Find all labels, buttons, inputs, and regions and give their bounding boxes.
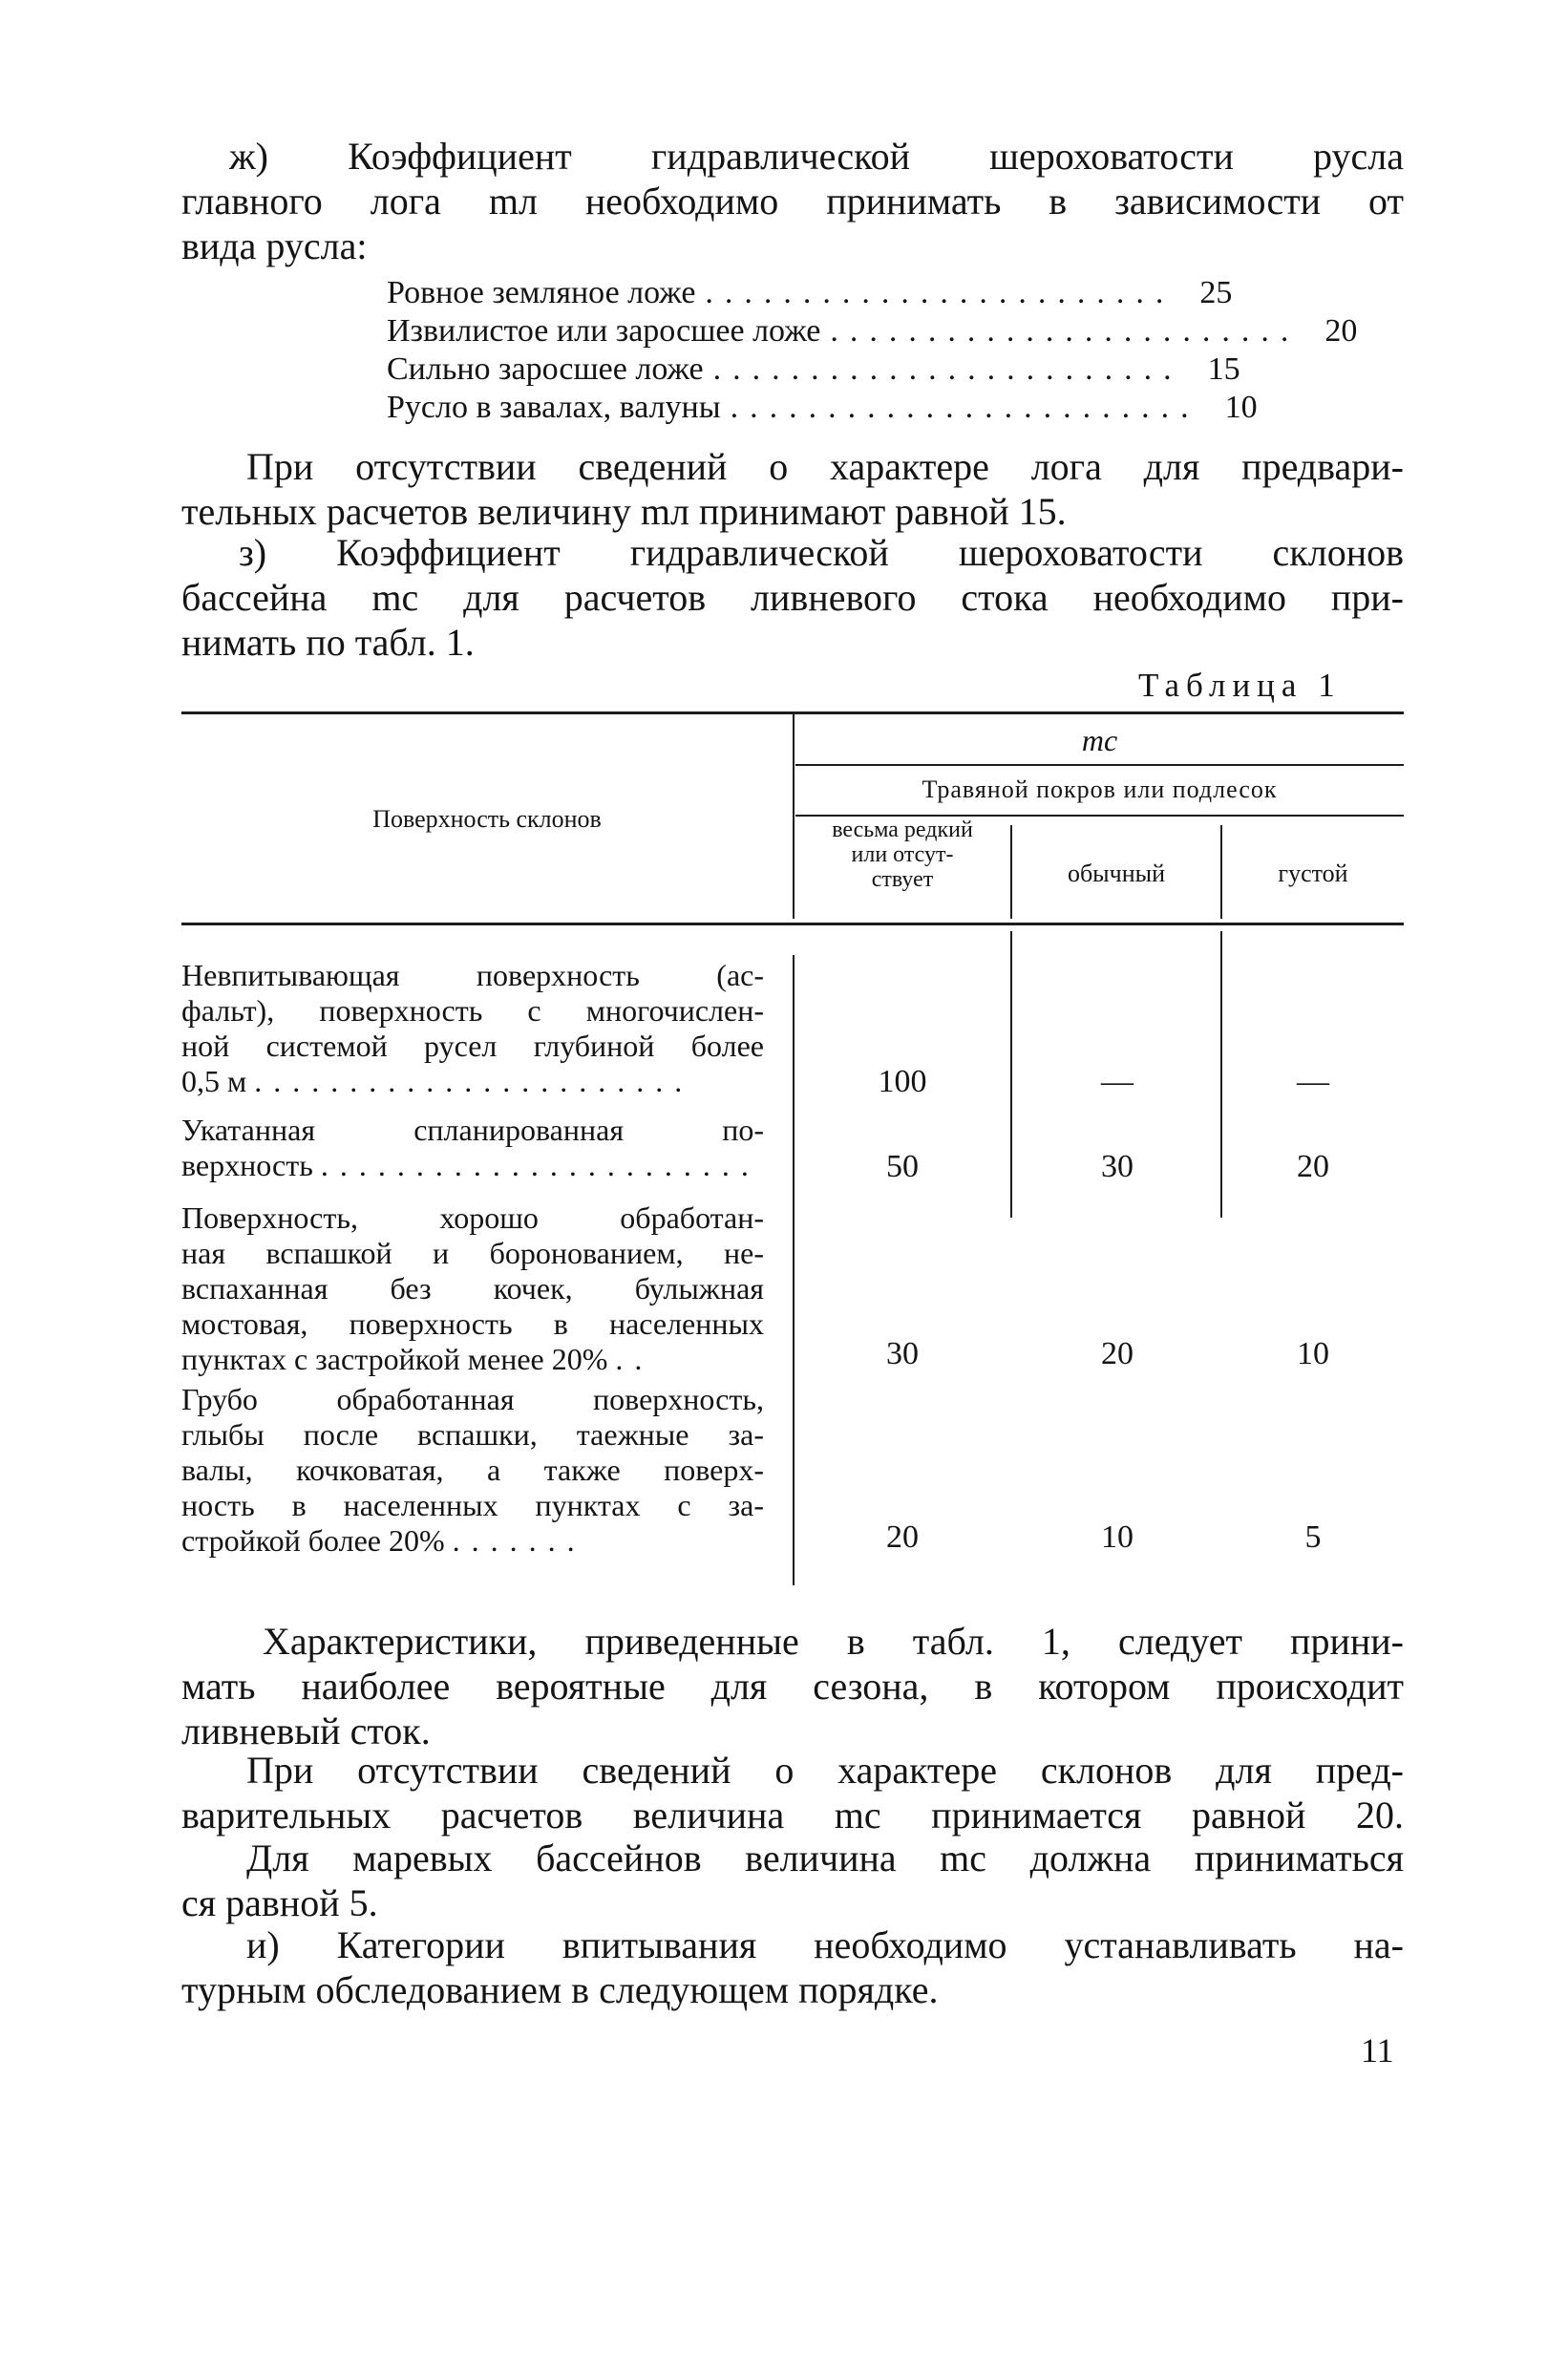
table-row-description: [181, 1382, 764, 1559]
leader-dots: .......................: [320, 1148, 760, 1182]
table-vertical-divider: [1010, 1154, 1012, 1201]
list-item-value: 10: [1224, 390, 1258, 425]
table-row-description: [181, 958, 764, 1099]
header-mc: mс: [1081, 723, 1118, 757]
text-line: варительных расчетов величина mс принимается равной 20.: [181, 1794, 1404, 1837]
leader-dots: ........................: [830, 313, 1301, 349]
text-line: валы, кочковатая, а также поверх-: [181, 1453, 764, 1487]
text-line: ная вспашкой и боронованием, не-: [181, 1236, 764, 1270]
header-col-dense: густой: [1278, 860, 1348, 887]
text-line: ж) Коэффициент гидравлической шероховатости русла: [229, 135, 1404, 178]
text-line: стройкой более 20%: [181, 1523, 445, 1558]
header-col-rare: весьма редкий или отсут-ствует: [832, 817, 973, 892]
text-line: пунктах с застройкой менее 20%: [181, 1342, 608, 1376]
leader-dots: ........................: [705, 275, 1176, 310]
text-line: з) Коэффициент гидравлической шероховатости склонов: [239, 531, 1404, 574]
header-col-normal: обычный: [1067, 860, 1166, 887]
cell-value: 5: [1304, 1519, 1322, 1555]
text-line: вида русла:: [181, 224, 368, 267]
text-line: Поверхность, хорошо обработан-: [181, 1200, 764, 1235]
cell-value: 10: [1101, 1519, 1134, 1555]
paragraph-default-value: [181, 444, 1404, 534]
list-item: [387, 389, 1258, 427]
list-item-label: Русло в завалах, валуны: [387, 390, 721, 425]
paragraph-marsh-basins: [181, 1836, 1404, 1925]
cell-value: 20: [886, 1519, 919, 1555]
text-line: вспаханная без кочек, булыжная: [181, 1271, 764, 1306]
leader-dots: ........................: [730, 390, 1200, 425]
text-line: Грубо обработанная поверхность,: [181, 1382, 764, 1416]
text-line: и) Категории впитывания необходимо устанавливать на-: [246, 1923, 1404, 1966]
text-line: При отсутствии сведений о характере лога для предвари-: [246, 445, 1404, 488]
text-line: главного лога mл необходимо принимать в зависимости от: [181, 180, 1404, 223]
list-item-label: Извилистое или заросшее ложе: [387, 313, 821, 349]
text-line: бассейна mс для расчетов ливневого стока необходимо при-: [181, 576, 1404, 619]
list-item: [387, 274, 1233, 312]
cell-value: 10: [1297, 1336, 1329, 1371]
text-line: Укатанная спланированная по-: [181, 1113, 764, 1147]
table-row-description: [181, 1113, 764, 1183]
leader-dots: .......: [452, 1523, 586, 1558]
paragraph-slopes-default: [181, 1748, 1404, 1837]
page-number: 11: [1361, 2031, 1394, 2070]
list-item-value: 25: [1199, 275, 1233, 310]
text-line: ность в населенных пунктах с за-: [181, 1488, 764, 1522]
list-item-label: Ровное земляное ложе: [387, 275, 696, 310]
list-item: [387, 350, 1240, 389]
cell-value: 30: [886, 1336, 919, 1371]
leader-dots: .......................: [254, 1064, 694, 1098]
list-item-value: 20: [1324, 313, 1358, 349]
table-row-description: [181, 1200, 764, 1377]
text-line: мать наиболее вероятные для сезона, в котором происходит: [181, 1665, 1404, 1708]
header-cover: Травяной покров или подлесок: [922, 775, 1278, 803]
text-line: ся равной 5.: [181, 1881, 378, 1924]
text-line: При отсутствии сведений о характере склонов для пред-: [246, 1749, 1404, 1792]
text-line: глыбы после вспашки, таежные за-: [181, 1417, 764, 1452]
text-line: ной системой русел глубиной более: [181, 1029, 764, 1063]
text-line: 0,5 м: [181, 1064, 247, 1098]
text-line: мостовая, поверхность в населенных: [181, 1306, 764, 1341]
cell-value: 20: [1297, 1149, 1329, 1184]
cell-value: 30: [1101, 1149, 1134, 1184]
text-line: турным обследованием в следующем порядке.: [181, 1968, 939, 2011]
list-item-value: 15: [1207, 351, 1240, 387]
text-line: Для маревых бассейнов величина mс должна приниматься: [246, 1837, 1404, 1879]
leader-dots: ..: [615, 1342, 654, 1376]
table-header-bottom-rule: [181, 923, 1404, 925]
list-item-label: Сильно заросшее ложе: [387, 351, 704, 387]
text-line: верхность: [181, 1148, 313, 1182]
text-line: нимать по табл. 1.: [181, 621, 475, 664]
cell-value: —: [1101, 1064, 1134, 1099]
table-vertical-divider: [793, 714, 795, 919]
header-surface: Поверхность склонов: [372, 805, 602, 833]
text-line: Характеристики, приведенные в табл. 1, следует прини-: [263, 1620, 1404, 1663]
text-line: фальт), поверхность с многочислен-: [181, 993, 764, 1028]
text-line: ливневый сток.: [181, 1709, 431, 1752]
table-vertical-divider: [1220, 931, 1222, 1218]
cell-value: 20: [1101, 1336, 1134, 1371]
paragraph-slope-roughness: [181, 530, 1404, 665]
paragraph-table-note: [181, 1619, 1404, 1753]
table-header-rule: [795, 764, 1404, 766]
table-caption: Таблица 1: [1138, 667, 1342, 704]
leader-dots: ........................: [712, 351, 1183, 387]
paragraph-roughness-channel: [181, 134, 1404, 268]
list-item: [387, 312, 1358, 350]
cell-value: 100: [878, 1064, 927, 1099]
text-line: тельных расчетов величину mл принимают равной 15.: [181, 490, 1067, 533]
channel-type-list: [387, 274, 1358, 427]
text-line: Невпитывающая поверхность (ас-: [181, 958, 764, 992]
paragraph-absorption-categories: [181, 1922, 1404, 2012]
table-vertical-divider: [793, 955, 795, 1585]
cell-value: —: [1297, 1064, 1329, 1099]
table-header-rule: [795, 815, 1404, 817]
cell-value: 50: [886, 1149, 919, 1184]
